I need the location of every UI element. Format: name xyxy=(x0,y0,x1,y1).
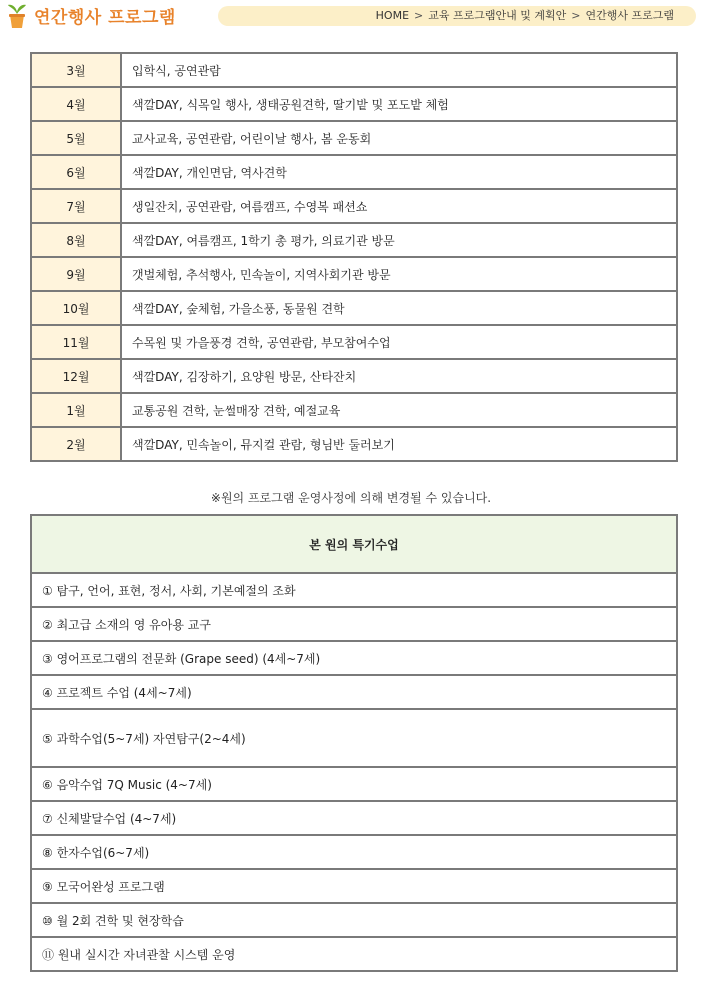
schedule-events: 교통공원 견학, 눈썰매장 견학, 예절교육 xyxy=(121,393,677,427)
sprout-pot-icon xyxy=(6,2,28,30)
special-class-item: ② 최고급 소재의 영 유아용 교구 xyxy=(31,607,677,641)
breadcrumb-section-link[interactable]: 교육 프로그램안내 및 계획안 xyxy=(428,9,567,22)
special-class-item: ⑪ 원내 실시간 자녀관찰 시스템 운영 xyxy=(31,937,677,971)
schedule-events: 색깔DAY, 식목일 행사, 생태공원견학, 딸기밭 및 포도밭 체험 xyxy=(121,87,677,121)
schedule-events: 색깔DAY, 개인면담, 역사견학 xyxy=(121,155,677,189)
schedule-events: 색깔DAY, 숲체험, 가을소풍, 동물원 견학 xyxy=(121,291,677,325)
special-class-row xyxy=(31,641,677,675)
special-class-row xyxy=(31,607,677,641)
schedule-month: 11월 xyxy=(31,325,121,359)
schedule-month: 7월 xyxy=(31,189,121,223)
special-class-row xyxy=(31,767,677,801)
special-class-item: ⑦ 신체발달수업 (4~7세) xyxy=(31,801,677,835)
schedule-row xyxy=(31,53,677,87)
special-class-item: ⑥ 음악수업 7Q Music (4~7세) xyxy=(31,767,677,801)
annual-schedule-table xyxy=(30,52,678,462)
special-class-row xyxy=(31,903,677,937)
schedule-row xyxy=(31,359,677,393)
special-class-row xyxy=(31,869,677,903)
schedule-month: 6월 xyxy=(31,155,121,189)
schedule-month: 5월 xyxy=(31,121,121,155)
schedule-row xyxy=(31,291,677,325)
schedule-row xyxy=(31,257,677,291)
schedule-row xyxy=(31,87,677,121)
special-class-item: ⑤ 과학수업(5~7세) 자연탐구(2~4세) xyxy=(31,709,677,767)
schedule-row xyxy=(31,189,677,223)
schedule-month: 12월 xyxy=(31,359,121,393)
schedule-month: 10월 xyxy=(31,291,121,325)
special-class-item: ③ 영어프로그램의 전문화 (Grape seed) (4세~7세) xyxy=(31,641,677,675)
breadcrumb-separator: > xyxy=(571,9,581,22)
special-class-item: ⑧ 한자수업(6~7세) xyxy=(31,835,677,869)
schedule-events: 색깔DAY, 여름캠프, 1학기 총 평가, 의료기관 방문 xyxy=(121,223,677,257)
special-classes-title: 본 원의 특기수업 xyxy=(31,515,677,573)
page-header xyxy=(0,0,702,36)
schedule-month: 2월 xyxy=(31,427,121,461)
schedule-row xyxy=(31,223,677,257)
schedule-events: 수목원 및 가을풍경 견학, 공연관람, 부모참여수업 xyxy=(121,325,677,359)
schedule-month: 8월 xyxy=(31,223,121,257)
breadcrumb-separator: > xyxy=(414,9,424,22)
schedule-row xyxy=(31,427,677,461)
breadcrumb xyxy=(218,6,696,26)
schedule-notice: ※원의 프로그램 운영사정에 의해 변경될 수 있습니다. xyxy=(210,491,492,505)
special-class-row xyxy=(31,573,677,607)
special-class-row xyxy=(31,709,677,767)
schedule-row xyxy=(31,325,677,359)
special-class-row xyxy=(31,835,677,869)
special-class-row xyxy=(31,937,677,971)
schedule-events: 교사교육, 공연관람, 어린이날 행사, 봄 운동회 xyxy=(121,121,677,155)
special-class-row xyxy=(31,801,677,835)
special-class-row xyxy=(31,675,677,709)
schedule-month: 9월 xyxy=(31,257,121,291)
schedule-events: 색깔DAY, 김장하기, 요양원 방문, 산타잔치 xyxy=(121,359,677,393)
schedule-events: 색깔DAY, 민속놀이, 뮤지컬 관람, 형님반 둘러보기 xyxy=(121,427,677,461)
special-class-item: ⑩ 월 2회 견학 및 현장학습 xyxy=(31,903,677,937)
page-title: 연간행사 프로그램 xyxy=(34,8,176,28)
schedule-events: 입학식, 공연관람 xyxy=(121,53,677,87)
schedule-month: 4월 xyxy=(31,87,121,121)
special-classes-table xyxy=(30,514,678,972)
schedule-row xyxy=(31,393,677,427)
schedule-events: 생일잔치, 공연관람, 여름캠프, 수영복 패션쇼 xyxy=(121,189,677,223)
special-class-item: ④ 프로젝트 수업 (4세~7세) xyxy=(31,675,677,709)
breadcrumb-home-link[interactable]: HOME xyxy=(375,9,410,22)
schedule-row xyxy=(31,121,677,155)
special-class-item: ⑨ 모국어완성 프로그램 xyxy=(31,869,677,903)
schedule-month: 1월 xyxy=(31,393,121,427)
schedule-month: 3월 xyxy=(31,53,121,87)
schedule-row xyxy=(31,155,677,189)
breadcrumb-current: 연간행사 프로그램 xyxy=(585,9,674,22)
special-class-item: ① 탐구, 언어, 표현, 정서, 사회, 기본예절의 조화 xyxy=(31,573,677,607)
schedule-events: 갯벌체험, 추석행사, 민속놀이, 지역사회기관 방문 xyxy=(121,257,677,291)
special-classes-header-row xyxy=(31,515,677,573)
